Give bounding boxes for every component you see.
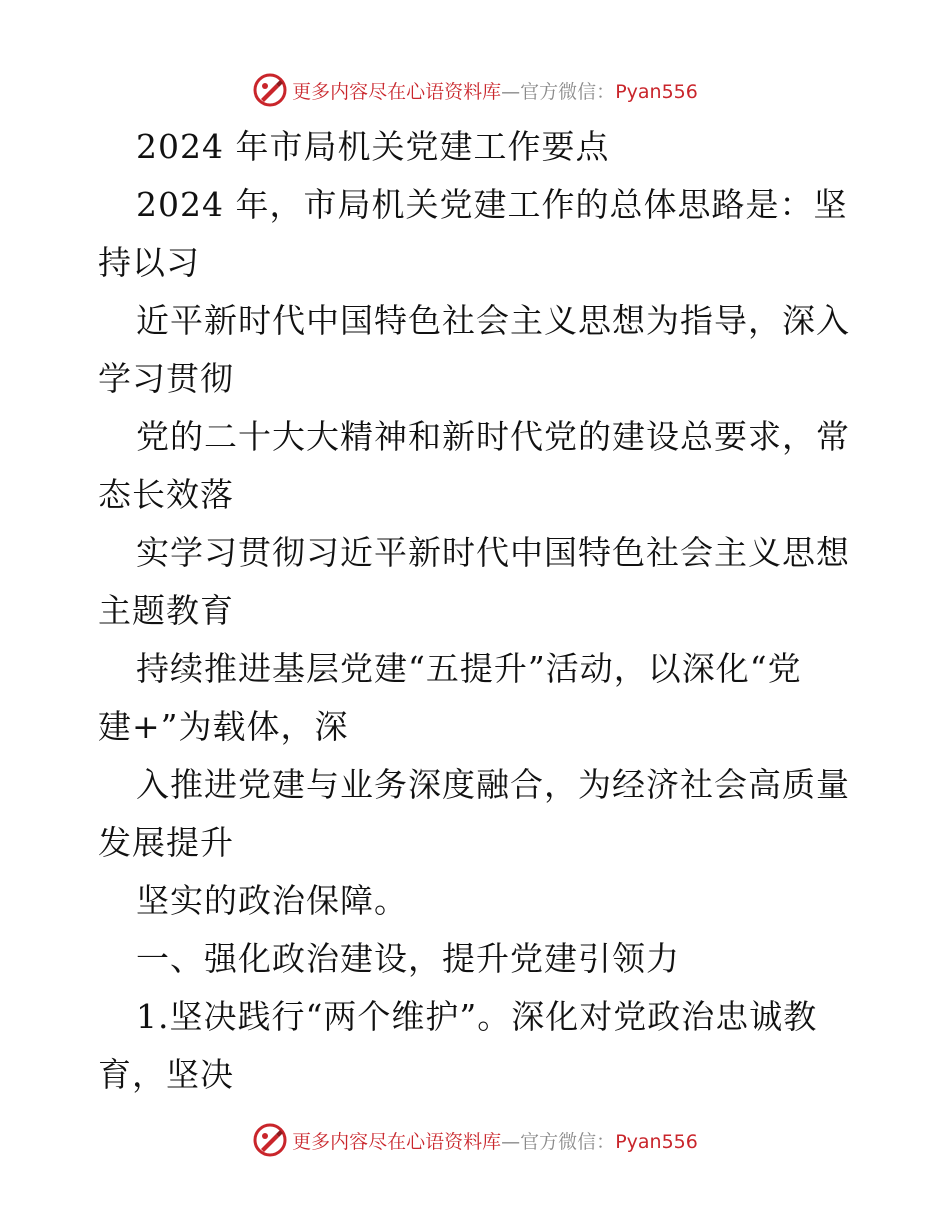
paragraph-line: 实学习贯彻习近平新时代中国特色社会主义思想: [136, 533, 850, 572]
paragraph-line: 学习贯彻: [98, 359, 234, 398]
paragraph-line: 2024 年，市局机关党建工作的总体思路是：坚: [136, 185, 848, 224]
footer-watermark: [0, 1120, 950, 1160]
paragraph-line: 1.坚决践行“两个维护”。深化对党政治忠诚教: [136, 997, 818, 1036]
paragraph-line: 态长效落: [98, 475, 234, 514]
paragraph-line: 坚实的政治保障。: [136, 881, 408, 920]
watermark-text: 更多内容尽在心语资料库—官方微信：Pyan556: [292, 80, 698, 103]
paragraph-line: 建+”为载体，深: [98, 707, 349, 746]
document-title: 2024 年市局机关党建工作要点: [136, 127, 610, 166]
paragraph-line: 持以习: [98, 243, 200, 282]
paragraph-line: 持续推进基层党建“五提升”活动，以深化“党: [136, 649, 802, 688]
pen-seal-icon: [252, 1122, 288, 1158]
document-body: [98, 118, 858, 1104]
header-watermark: [0, 70, 950, 110]
paragraph-line: 近平新时代中国特色社会主义思想为指导，深入: [136, 301, 850, 340]
paragraph-line: 入推进党建与业务深度融合，为经济社会高质量: [136, 765, 850, 804]
watermark-text: 更多内容尽在心语资料库—官方微信：Pyan556: [292, 1130, 698, 1153]
paragraph-line: 育，坚决: [98, 1055, 234, 1094]
paragraph-line: 党的二十大大精神和新时代党的建设总要求，常: [136, 417, 850, 456]
paragraph-line: 发展提升: [98, 823, 234, 862]
section-heading: 一、强化政治建设，提升党建引领力: [136, 939, 680, 978]
pen-seal-icon: [252, 72, 288, 108]
paragraph-line: 主题教育: [98, 591, 234, 630]
